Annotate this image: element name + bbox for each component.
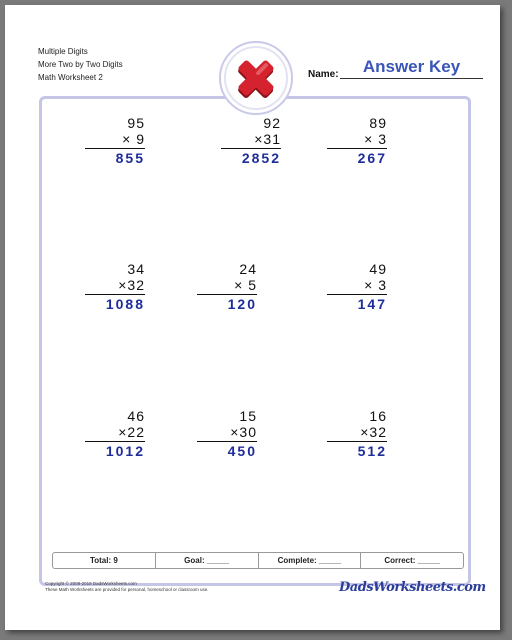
answer: 2852 bbox=[241, 150, 281, 166]
problem-2 bbox=[221, 115, 281, 166]
multiplicand: 95 bbox=[127, 115, 145, 131]
multiplicand: 16 bbox=[369, 408, 387, 424]
multiplier: ×30 bbox=[230, 424, 257, 440]
multiplicand: 89 bbox=[369, 115, 387, 131]
problem-7 bbox=[85, 408, 145, 459]
problem-rule bbox=[327, 148, 387, 149]
problem-9 bbox=[327, 408, 387, 459]
correct-cell: Correct: _____ bbox=[384, 556, 440, 565]
problem-rule bbox=[221, 148, 281, 149]
problem-rule bbox=[327, 441, 387, 442]
multiplier: × 5 bbox=[234, 277, 257, 293]
multiplicand: 24 bbox=[239, 261, 257, 277]
title-line-1: Multiple Digits bbox=[38, 47, 88, 56]
title-line-3: Math Worksheet 2 bbox=[38, 73, 103, 82]
copyright-line-2: These Math Worksheets are provided for personal, homeschool or classroom use. bbox=[45, 587, 209, 592]
worksheet-page bbox=[5, 5, 500, 630]
problems-frame bbox=[39, 96, 471, 586]
multiplicand: 92 bbox=[263, 115, 281, 131]
name-line bbox=[340, 78, 483, 79]
answer: 1088 bbox=[105, 296, 145, 312]
copyright-line-1: Copyright © 2008-2018 DadsWorksheets.com bbox=[45, 581, 137, 586]
multiplicand: 34 bbox=[127, 261, 145, 277]
copyright-notice bbox=[45, 581, 209, 593]
multiplier: ×31 bbox=[254, 131, 281, 147]
answer: 147 bbox=[357, 296, 387, 312]
multiplicand: 46 bbox=[127, 408, 145, 424]
score-row bbox=[52, 552, 464, 569]
multiplier: × 9 bbox=[122, 131, 145, 147]
complete-cell: Complete: _____ bbox=[259, 553, 362, 568]
answer: 1012 bbox=[105, 443, 145, 459]
multiplier: ×22 bbox=[118, 424, 145, 440]
answer: 120 bbox=[227, 296, 257, 312]
problem-3 bbox=[327, 115, 387, 166]
multiplier: ×32 bbox=[360, 424, 387, 440]
goal-cell: Goal: _____ bbox=[156, 553, 259, 568]
multiplicand: 49 bbox=[369, 261, 387, 277]
title-line-2: More Two by Two Digits bbox=[38, 60, 123, 69]
answer-key-title: Answer Key bbox=[362, 57, 461, 76]
brand-logo: DadsWorksheets.com bbox=[339, 580, 486, 595]
multiplier: × 3 bbox=[364, 277, 387, 293]
problem-rule bbox=[197, 294, 257, 295]
total-cell: Total: 9 bbox=[53, 553, 156, 568]
name-label: Name: bbox=[308, 69, 339, 80]
multiplier: × 3 bbox=[364, 131, 387, 147]
answer: 855 bbox=[115, 150, 145, 166]
problem-5 bbox=[197, 261, 257, 312]
problem-6 bbox=[327, 261, 387, 312]
problem-rule bbox=[85, 294, 145, 295]
problem-8 bbox=[197, 408, 257, 459]
multiplier: ×32 bbox=[118, 277, 145, 293]
worksheet-title bbox=[38, 45, 123, 84]
answer: 267 bbox=[357, 150, 387, 166]
problem-rule bbox=[197, 441, 257, 442]
problem-1 bbox=[85, 115, 145, 166]
problem-rule bbox=[327, 294, 387, 295]
answer: 450 bbox=[227, 443, 257, 459]
answer: 512 bbox=[357, 443, 387, 459]
problem-rule bbox=[85, 441, 145, 442]
multiplicand: 15 bbox=[239, 408, 257, 424]
red-x-icon bbox=[219, 41, 293, 115]
problem-4 bbox=[85, 261, 145, 312]
problem-rule bbox=[85, 148, 145, 149]
